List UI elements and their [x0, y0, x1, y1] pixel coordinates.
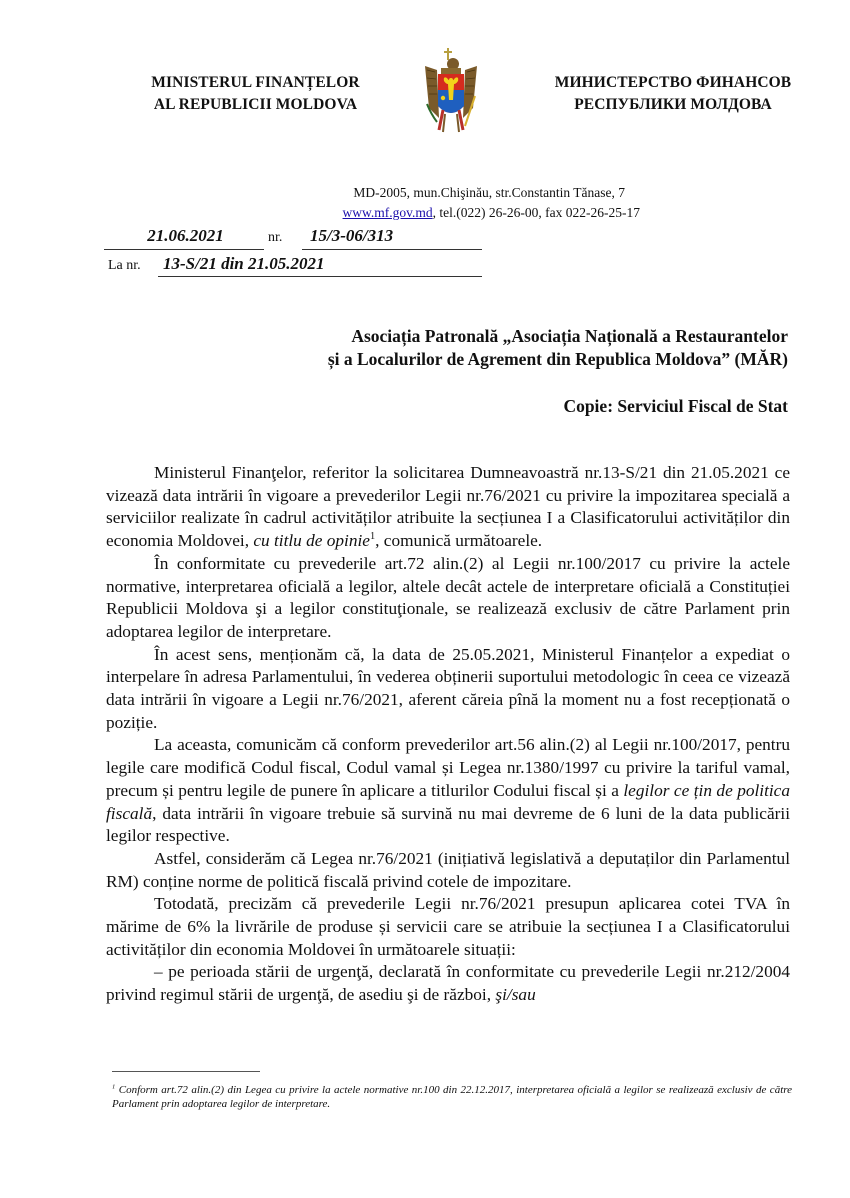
paragraph-3: În acest sens, menționăm că, la data de 25.05.2021, Ministerul Finanțelor a expediat o interpelare în adresa Parlamentului, în vederea obținerii suportului metodologic în ceea ce vizează data intrării în vigoare a Legii nr.76/2021, aferent căreia pînă la moment nu a fost recepționată o poziție. — [106, 644, 790, 732]
website-link[interactable]: www.mf.gov.md — [342, 205, 433, 220]
ministry-name-russian — [528, 72, 818, 116]
number-underline — [302, 249, 482, 250]
letter-body — [106, 462, 790, 1007]
address-line: MD-2005, mun.Chişinău, str.Constantin Tănase, 7 — [353, 185, 625, 200]
recipient-line2: și a Localurilor de Agrement din Republica Moldova” (MĂR) — [327, 349, 788, 369]
opinion-italic: cu titlu de opinie — [253, 531, 370, 551]
footnote-ref: 1 — [369, 531, 376, 543]
date-underline — [104, 249, 264, 250]
recipient-line1: Asociația Patronală „Asociația Națională a Restaurantelor — [351, 326, 788, 346]
reference-underline — [158, 276, 482, 277]
ministry-name-ru-line2: РЕСПУБЛИКИ МОЛДОВА — [574, 96, 772, 113]
footnote-number: 1 — [112, 1083, 116, 1091]
footnote-text: Conform art.72 alin.(2) din Legea cu privire la actele normative nr.100 din 22.12.2017, interpretarea oficială a legilor se realizează exclusiv de către Parlament prin adoptarea legilor de interpretare. — [112, 1084, 792, 1110]
ministry-name-romanian — [128, 72, 383, 116]
reference-label: La nr. — [108, 258, 141, 273]
copy-recipient: Copie: Serviciul Fiscal de Stat — [563, 396, 788, 416]
footnote-separator — [112, 1071, 260, 1072]
paragraph-6: Totodată, precizăm că prevederile Legii nr.76/2021 presupun aplicarea cotei TVA în mărime de 6% la livrările de produse și servicii care se atribuie la secțiunea I a Clasificatorului activităților din economia Moldovei în următoarele situații: — [106, 894, 790, 959]
and-or-italic: şi/sau — [495, 985, 536, 1005]
recipient-block — [168, 325, 788, 371]
paragraph-5: Astfel, considerăm că Legea nr.76/2021 (inițiativă legislativă a deputaților din Parlamentul RM) conține norme de politică fiscală privind cotele de impozitare. — [106, 848, 790, 891]
phone-fax: , tel.(022) 26-26-00, fax 022-26-25-17 — [432, 205, 640, 220]
reference-number: 13-S/21 din 21.05.2021 — [163, 254, 325, 273]
fiscal-policy-italic: legilor ce țin de politica fiscală — [106, 780, 790, 823]
footnote — [112, 1083, 792, 1111]
nr-label: nr. — [268, 230, 283, 245]
ministry-name-ro-line2: AL REPUBLICII MOLDOVA — [153, 96, 358, 113]
paragraph-2: În conformitate cu prevederile art.72 alin.(2) al Legii nr.100/2017 cu privire la actele normative, interpretarea oficială a legilor, altele decât actele de interpretare oficială a Constituției Republicii Moldova şi a legilor constituţionale, se realizează exclusiv de către Parlament prin adoptarea legilor de interpretare. — [106, 553, 790, 641]
paragraph-4: La aceasta, comunicăm că conform prevederilor art.56 alin.(2) al Legii nr.100/2017, pentru legile care modifică Codul fiscal, Codul vamal și Legea nr.1380/1997 cu privire la tariful vamal, precum și pentru legile de punere în aplicare a titlurilor Codului fiscal și a legilor ce țin de politica fiscală, data intrării în vigoare trebuie să survină nu mai devreme de 6 luni de la data publicării legilor respective. — [106, 735, 790, 846]
paragraph-7: – pe perioada stării de urgenţă, declarată în conformitate cu prevederile Legii nr.212/2004 privind regimul stării de urgenţă, de asediu şi de război, şi/sau — [106, 962, 790, 1005]
ministry-name-ru-line1: МИНИСТЕРСТВО ФИНАНСОВ — [554, 74, 792, 91]
paragraph-1: Ministerul Finanţelor, referitor la solicitarea Dumneavoastră nr.13-S/21 din 21.05.2021 ce vizează data intrării în vigoare a prevederilor Legii nr.76/2021 cu privire la impozitarea specială a serviciilor realizate în cadrul activităților atribuite la secțiunea I a Clasificatorului activităților din economia Moldovei, cu titlu de opinie$^1$, comunică următoarele. — [106, 463, 790, 551]
document-number: 15/3-06/313 — [310, 226, 394, 245]
ministry-name-ro-line1: MINISTERUL FINANȚELOR — [151, 74, 360, 91]
document-date: 21.06.2021 — [147, 226, 224, 245]
contact-line — [230, 203, 640, 223]
moldova-coat-of-arms-icon — [423, 48, 479, 140]
